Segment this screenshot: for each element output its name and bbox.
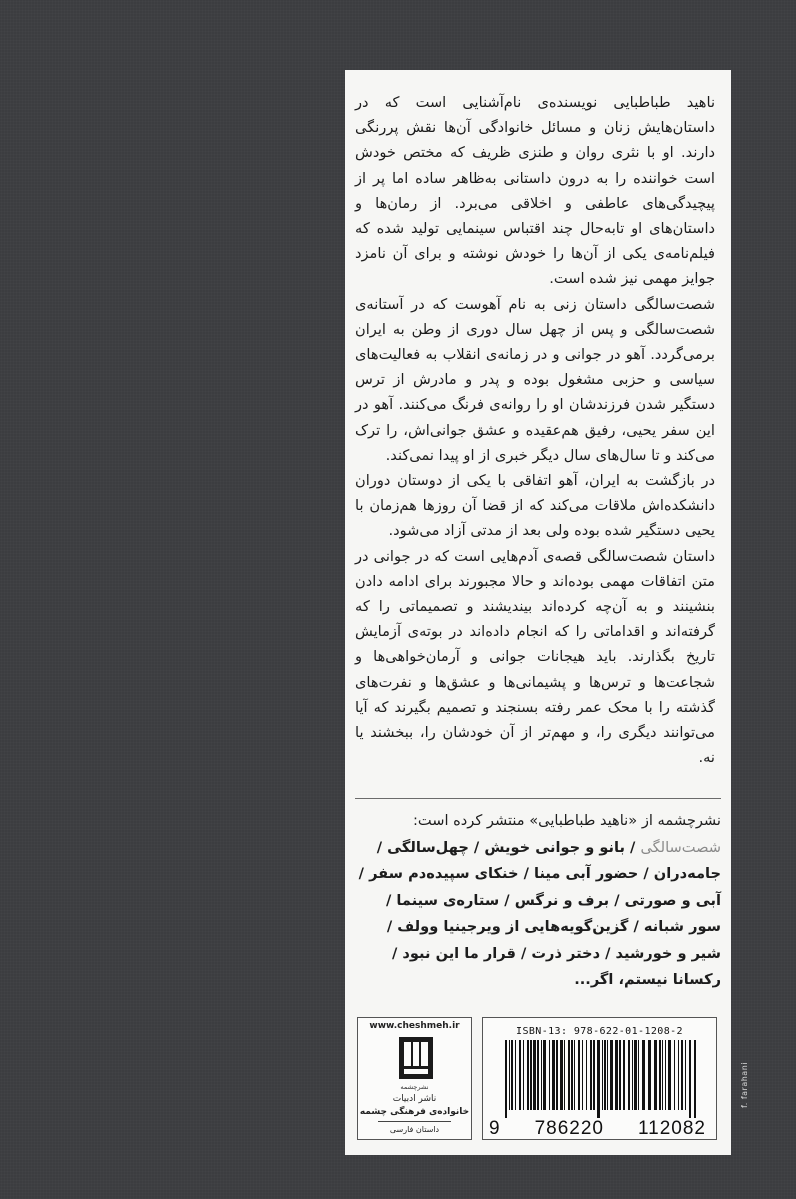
barcode-digits (489, 1118, 706, 1140)
designer-credit: f. farahani (740, 1062, 749, 1108)
synopsis-paragraph: ناهید طباطبایی نویسنده‌ی نام‌آشنایی است که در داستان‌هایش زنان و مسائل خانوادگی آن‌ها نقش پررنگی دارند. او با نثری روان و طنزی ظریف که مختص خودش است خواننده را به درون داستانی به‌ظاهر ساده اما پر از پیچیدگی‌های عاطفی و اخلاقی می‌برد. از رمان‌ها و داستان‌های او تابه‌حال چند اقتباس سینمایی تولید شده که فیلم‌نامه‌ی یکی از آن‌ها را خودش نوشته و برای آن نامزد جوایز مهمی نیز شده است. (355, 94, 715, 288)
publisher-brand: نشرچشمه (400, 1083, 429, 1091)
publisher-separator (378, 1121, 451, 1122)
synopsis-paragraph: در بازگشت به ایران، آهو اتفاقی با یکی از دوستان دوران دانشکده‌اش ملاقات می‌کند که از قضا آن روزها هم‌زمان با یحیی دستگیر شده بوده ولی بعد از مدتی آزاد می‌شود. (355, 472, 715, 540)
publisher-series: داستان فارسی (389, 1125, 440, 1134)
section-divider (355, 798, 721, 799)
synopsis-text (355, 90, 715, 770)
barcode-right-digits: 112082 (637, 1118, 706, 1139)
titles-list (355, 835, 721, 994)
barcode-lead-digit: 9 (489, 1118, 501, 1139)
publisher-url: www.cheshmeh.ir (369, 1021, 460, 1031)
cheshmeh-logo-icon (398, 1036, 434, 1080)
current-title: شصت‌سالگی (640, 838, 721, 856)
publisher-box (357, 1017, 472, 1140)
isbn-text: ISBN-13: 978-622-01-1208-2 (516, 1026, 683, 1037)
back-cover-panel (345, 70, 731, 1155)
author-titles-list (355, 808, 721, 994)
publisher-family: خانواده‌ی فرهنگی چشمه (359, 1107, 470, 1117)
barcode-icon (497, 1040, 704, 1118)
publisher-tagline: ناشر ادبیات (392, 1094, 437, 1104)
barcode-left-digits: 786220 (534, 1118, 604, 1139)
titles-heading: نشرچشمه از «ناهید طباطبایی» منتشر کرده است: (412, 812, 721, 829)
barcode-box (482, 1017, 717, 1140)
other-titles: / بانو و جوانی خویش / چهل‌سالگی / جامه‌دران / حضور آبی مینا / خنکای سپیده‌دم سفر / آبی و صورتی / برف و نرگس / ستاره‌ی سینما / سور شبانه / گزین‌گویه‌هایی از ویرجینیا وولف / شیر و خورشید / دختر ذرت / قرار ما این نبود / رکسانا نیستم، اگر... (358, 838, 721, 988)
synopsis-paragraph: داستان شصت‌سالگی قصه‌ی آدم‌هایی است که در جوانی در متن اتفاقات مهمی بوده‌اند و حالا مجبورند برای ادامه دادن بنشینند و به آن‌چه کرده‌اند بیندیشند و تصمیماتی را که گرفته‌اند و اقداماتی را که انجام داده‌اند در بوته‌ی آزمایش تاریخ بگذارند. باید هیجانات جوانی و آرمان‌خواهی‌ها و شجاعت‌ها و ترس‌ها و پشیمانی‌ها و عشق‌ها و نفرت‌های گذشته را با محک عمر رفته بسنجند و تصمیم بگیرند که آیا می‌توانند دیگری را، و مهم‌تر از آن خودشان را، ببخشند یا نه. (355, 547, 715, 767)
synopsis-paragraph: شصت‌سالگی داستان زنی به نام آهوست که در آستانه‌ی شصت‌سالگی و پس از چهل سال دوری از وطن به ایران برمی‌گردد. آهو در جوانی و در زمانه‌ی انقلاب به فعالیت‌های سیاسی و حزبی مشغول بوده و پدر و مادرش از ترس دستگیر شدن فرزندشان او را روانه‌ی فرنگ می‌کنند. آهو در این سفر یحیی، رفیق هم‌عقیده و عشق جوانی‌اش، را ترک می‌کند و تا سال‌های سال دیگر خبری از او پیدا نمی‌کند. (355, 295, 715, 464)
